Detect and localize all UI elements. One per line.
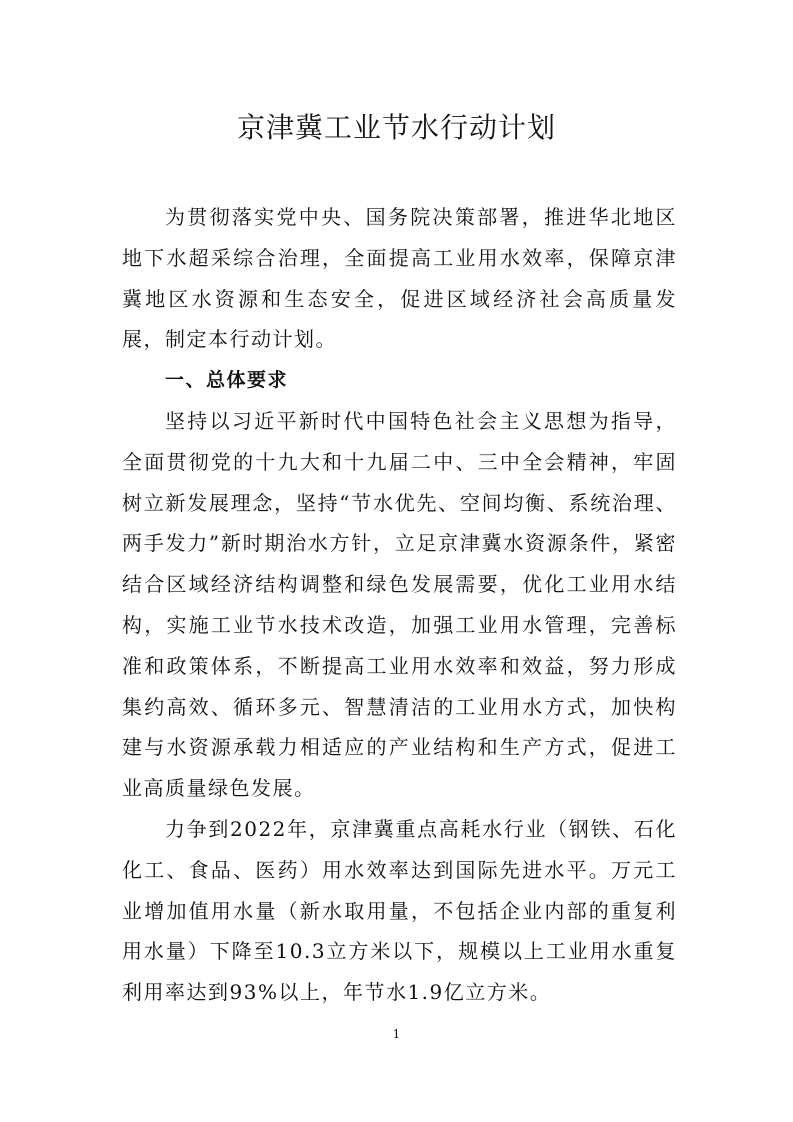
targets-paragraph: 力争到2022年，京津冀重点高耗水行业（钢铁、石化化工、食品、医药）用水效率达到国际先进水平。万元工业增加值用水量（新水取用量，不包括企业内部的重复利用水量）下降至10.3立方米以下，规模以上工业用水重复利用率达到93%以上，年节水1.9亿立方米。	[122, 816, 677, 1005]
intro-paragraph: 为贯彻落实党中央、国务院决策部署，推进华北地区地下水超采综合治理，全面提高工业用水效率，保障京津冀地区水资源和生态安全，促进区域经济社会高质量发展，制定本行动计划。	[122, 205, 677, 352]
document-body	[122, 197, 677, 1013]
page-number: 1	[392, 1027, 401, 1041]
section-heading-general-requirements: 一、总体要求	[165, 369, 289, 392]
guiding-principles-paragraph: 坚持以习近平新时代中国特色社会主义思想为指导，全面贯彻党的十九大和十九届二中、三中全会精神，牢固树立新发展理念，坚持“节水优先、空间均衡、系统治理、两手发力”新时期治水方针，立足京津冀水资源条件，紧密结合区域经济结构调整和绿色发展需要，优化工业用水结构，实施工业节水技术改造，加强工业用水管理，完善标准和政策体系，不断提高工业用水效率和效益，努力形成集约高效、循环多元、智慧清洁的工业用水方式，加快构建与水资源承载力相适应的产业结构和生产方式，促进工业高质量绿色发展。	[122, 408, 677, 801]
document-title: 京津冀工业节水行动计划	[236, 111, 556, 144]
